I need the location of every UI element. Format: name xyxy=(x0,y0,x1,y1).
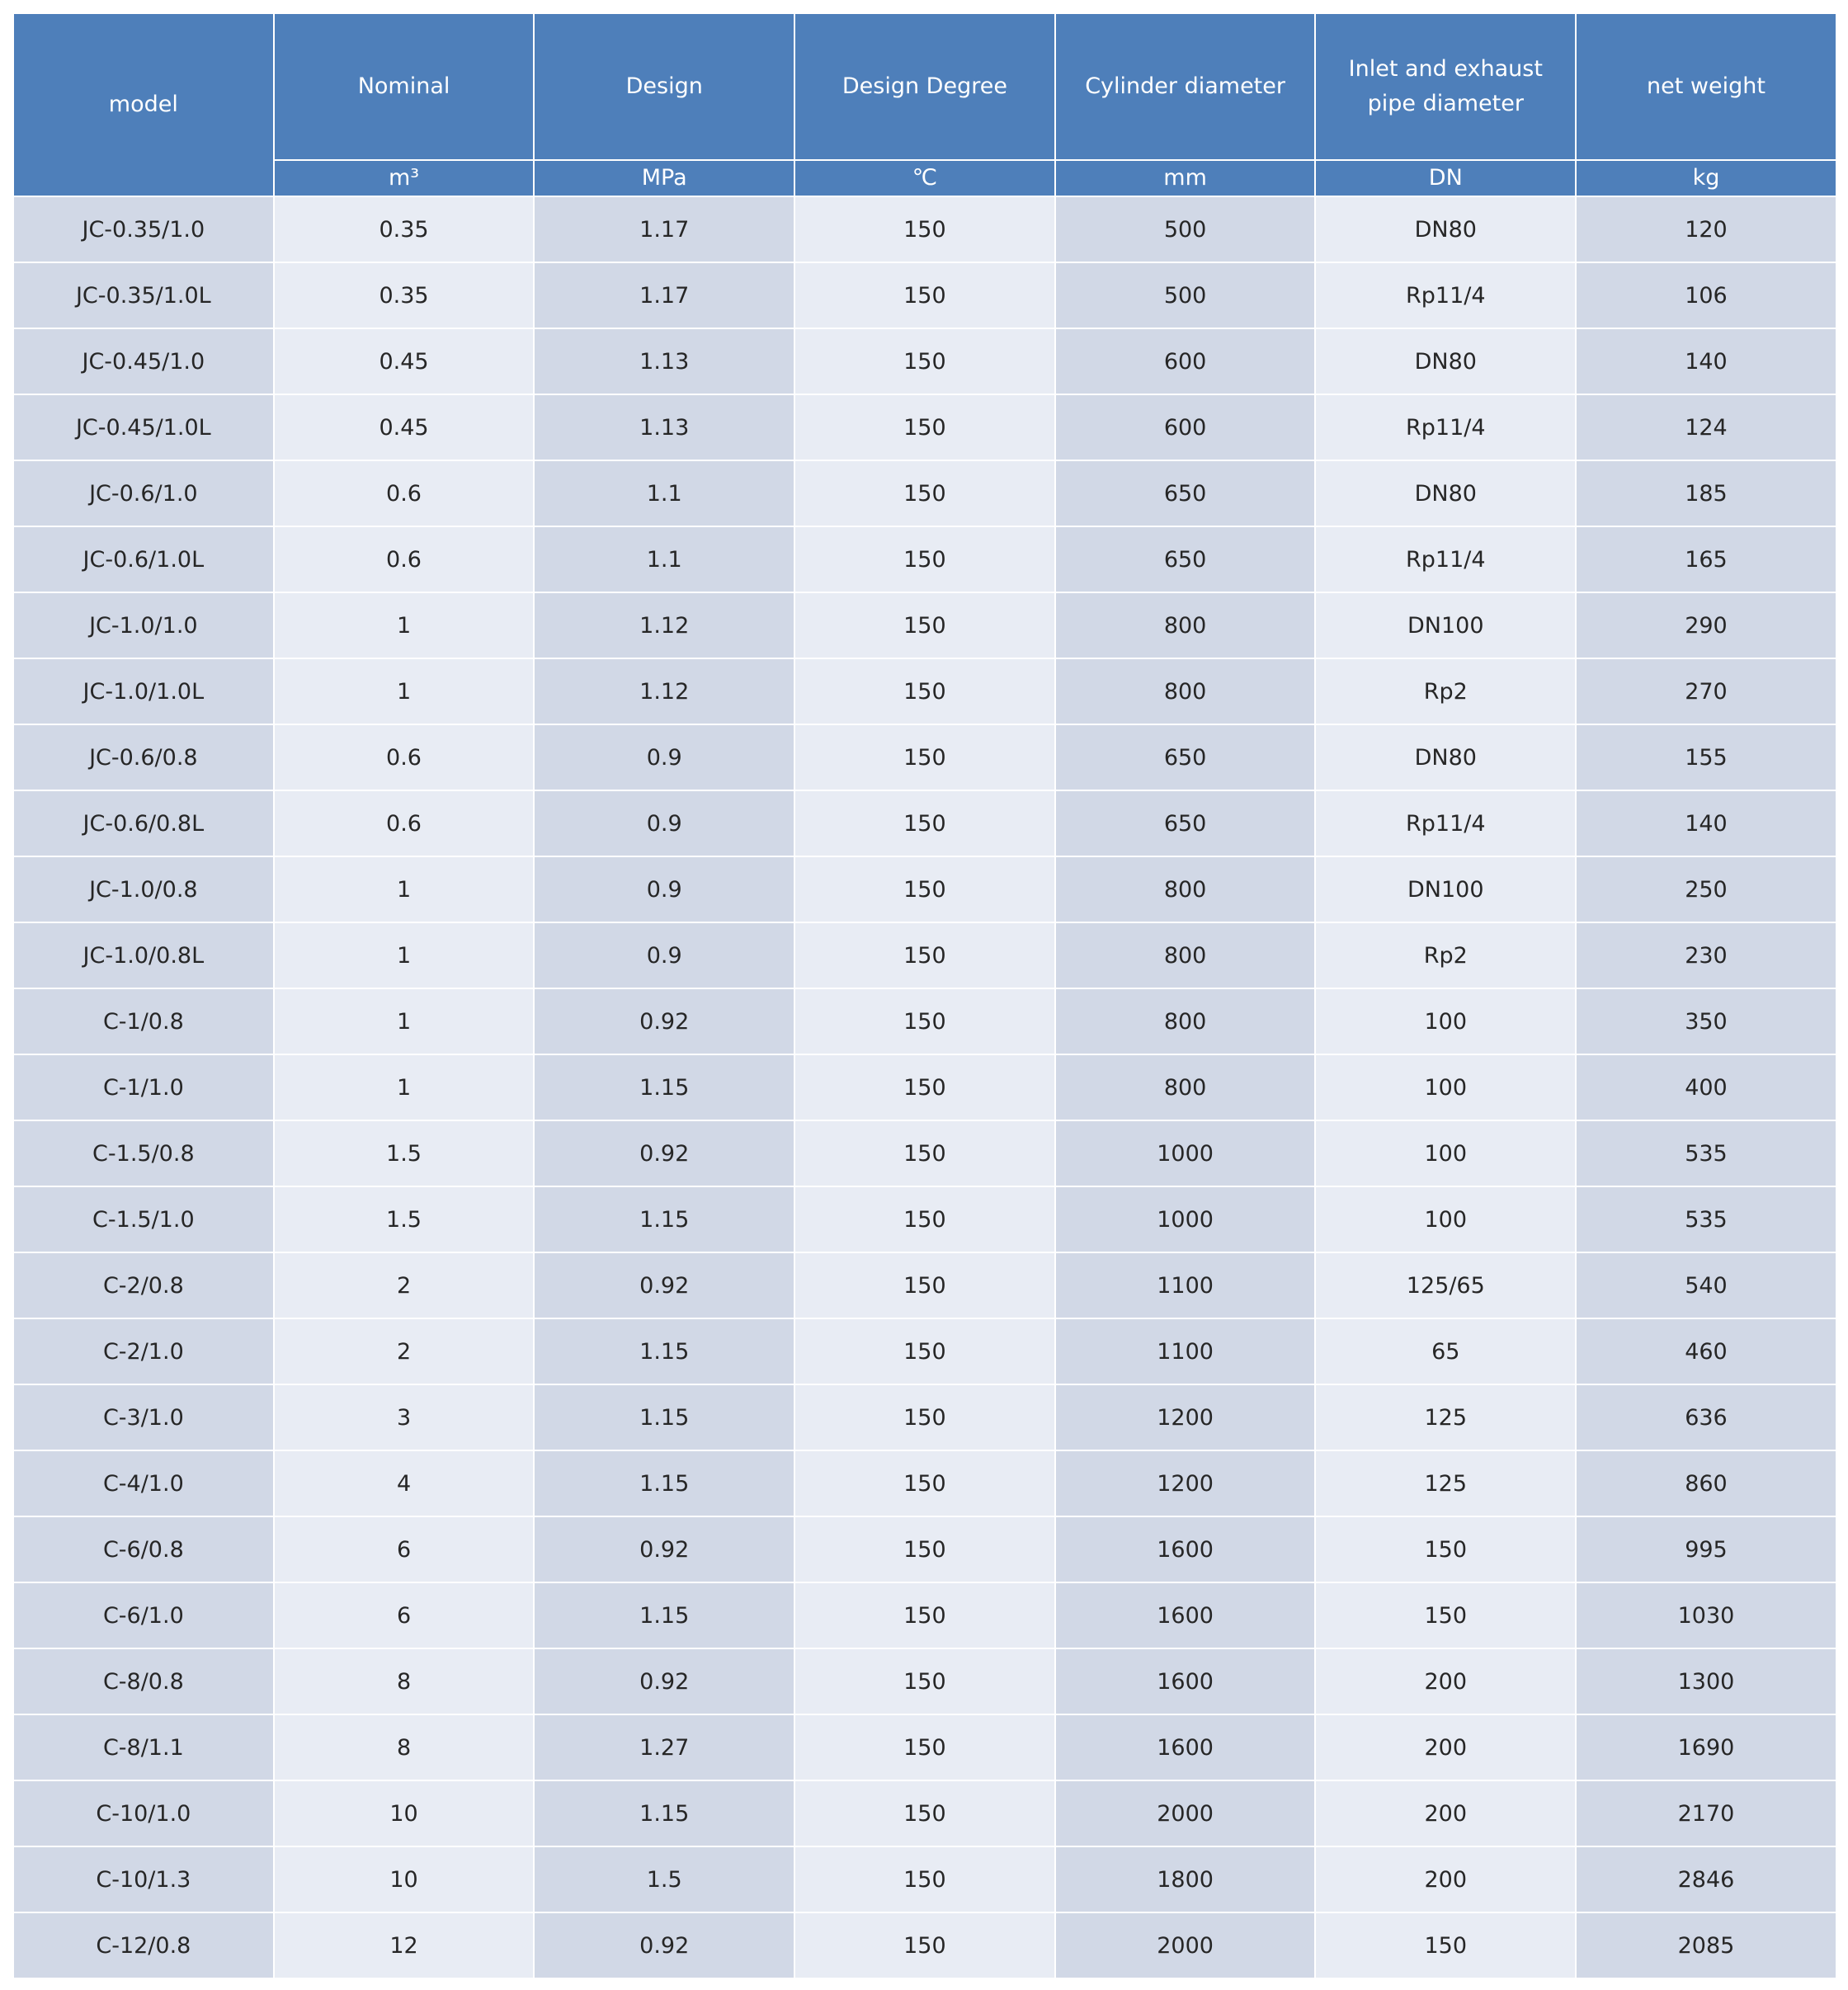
cell-design-degree: 150 xyxy=(794,592,1055,658)
cell-nominal: 1 xyxy=(274,856,535,922)
cell-model: JC-0.6/0.8L xyxy=(13,790,274,856)
table-row xyxy=(13,1516,1836,1582)
unit-pipe-diameter: DN xyxy=(1315,160,1576,196)
cell-design-degree: 150 xyxy=(794,1912,1055,1978)
cell-net-weight: 230 xyxy=(1576,922,1836,988)
table-row xyxy=(13,1120,1836,1186)
cell-cylinder-diameter: 600 xyxy=(1055,394,1316,460)
cell-design-degree: 150 xyxy=(794,658,1055,724)
cell-cylinder-diameter: 800 xyxy=(1055,856,1316,922)
cell-design-degree: 150 xyxy=(794,1516,1055,1582)
cell-net-weight: 400 xyxy=(1576,1054,1836,1120)
cell-net-weight: 2846 xyxy=(1576,1846,1836,1912)
table-row xyxy=(13,724,1836,790)
cell-pipe-diameter: 125/65 xyxy=(1315,1252,1576,1318)
cell-pipe-diameter: 125 xyxy=(1315,1384,1576,1450)
table-row xyxy=(13,460,1836,526)
cell-design-degree: 150 xyxy=(794,790,1055,856)
cell-design: 1.5 xyxy=(534,1846,794,1912)
cell-cylinder-diameter: 1200 xyxy=(1055,1384,1316,1450)
cell-nominal: 1 xyxy=(274,988,535,1054)
cell-nominal: 1 xyxy=(274,592,535,658)
table-row xyxy=(13,592,1836,658)
cell-pipe-diameter: Rp11/4 xyxy=(1315,394,1576,460)
cell-design: 0.92 xyxy=(534,1516,794,1582)
cell-nominal: 3 xyxy=(274,1384,535,1450)
cell-net-weight: 155 xyxy=(1576,724,1836,790)
cell-model: JC-0.45/1.0 xyxy=(13,328,274,394)
cell-cylinder-diameter: 500 xyxy=(1055,196,1316,262)
cell-design: 1.12 xyxy=(534,592,794,658)
cell-nominal: 10 xyxy=(274,1780,535,1846)
cell-net-weight: 120 xyxy=(1576,196,1836,262)
cell-pipe-diameter: 100 xyxy=(1315,988,1576,1054)
cell-design-degree: 150 xyxy=(794,328,1055,394)
cell-model: JC-0.35/1.0 xyxy=(13,196,274,262)
cell-pipe-diameter: 100 xyxy=(1315,1186,1576,1252)
cell-cylinder-diameter: 800 xyxy=(1055,922,1316,988)
cell-cylinder-diameter: 800 xyxy=(1055,592,1316,658)
unit-design-degree: ℃ xyxy=(794,160,1055,196)
cell-pipe-diameter: 125 xyxy=(1315,1450,1576,1516)
cell-design-degree: 150 xyxy=(794,1780,1055,1846)
cell-design-degree: 150 xyxy=(794,526,1055,592)
cell-model: C-10/1.0 xyxy=(13,1780,274,1846)
cell-nominal: 0.45 xyxy=(274,394,535,460)
cell-cylinder-diameter: 650 xyxy=(1055,526,1316,592)
cell-nominal: 0.6 xyxy=(274,790,535,856)
cell-design-degree: 150 xyxy=(794,1384,1055,1450)
cell-design-degree: 150 xyxy=(794,1714,1055,1780)
cell-model: JC-0.45/1.0L xyxy=(13,394,274,460)
cell-cylinder-diameter: 600 xyxy=(1055,328,1316,394)
cell-design: 0.92 xyxy=(534,1120,794,1186)
cell-cylinder-diameter: 1600 xyxy=(1055,1648,1316,1714)
table-header xyxy=(13,13,1836,196)
cell-design: 1.13 xyxy=(534,328,794,394)
cell-net-weight: 860 xyxy=(1576,1450,1836,1516)
cell-pipe-diameter: DN80 xyxy=(1315,724,1576,790)
cell-nominal: 1 xyxy=(274,922,535,988)
cell-model: JC-1.0/1.0 xyxy=(13,592,274,658)
cell-design-degree: 150 xyxy=(794,1318,1055,1384)
cell-net-weight: 250 xyxy=(1576,856,1836,922)
header-nominal: Nominal xyxy=(274,13,535,160)
cell-pipe-diameter: 150 xyxy=(1315,1912,1576,1978)
cell-model: C-8/1.1 xyxy=(13,1714,274,1780)
cell-design: 0.9 xyxy=(534,856,794,922)
cell-model: C-2/1.0 xyxy=(13,1318,274,1384)
cell-pipe-diameter: 150 xyxy=(1315,1516,1576,1582)
cell-cylinder-diameter: 650 xyxy=(1055,460,1316,526)
cell-net-weight: 2085 xyxy=(1576,1912,1836,1978)
cell-pipe-diameter: 150 xyxy=(1315,1582,1576,1648)
cell-pipe-diameter: DN80 xyxy=(1315,328,1576,394)
cell-design: 0.92 xyxy=(534,1648,794,1714)
cell-model: C-2/0.8 xyxy=(13,1252,274,1318)
cell-design-degree: 150 xyxy=(794,460,1055,526)
cell-design-degree: 150 xyxy=(794,262,1055,328)
table-body xyxy=(13,196,1836,1978)
cell-net-weight: 2170 xyxy=(1576,1780,1836,1846)
cell-model: C-3/1.0 xyxy=(13,1384,274,1450)
cell-nominal: 1.5 xyxy=(274,1120,535,1186)
cell-net-weight: 540 xyxy=(1576,1252,1836,1318)
cell-net-weight: 1030 xyxy=(1576,1582,1836,1648)
cell-model: C-1/0.8 xyxy=(13,988,274,1054)
cell-nominal: 2 xyxy=(274,1318,535,1384)
cell-design-degree: 150 xyxy=(794,988,1055,1054)
cell-design: 1.15 xyxy=(534,1450,794,1516)
cell-cylinder-diameter: 650 xyxy=(1055,724,1316,790)
cell-design-degree: 150 xyxy=(794,724,1055,790)
cell-nominal: 4 xyxy=(274,1450,535,1516)
cell-cylinder-diameter: 1600 xyxy=(1055,1516,1316,1582)
cell-nominal: 0.6 xyxy=(274,526,535,592)
table-row xyxy=(13,1648,1836,1714)
table-row xyxy=(13,922,1836,988)
cell-design: 1.12 xyxy=(534,658,794,724)
table-row xyxy=(13,856,1836,922)
cell-net-weight: 995 xyxy=(1576,1516,1836,1582)
header-cylinder-diameter: Cylinder diameter xyxy=(1055,13,1316,160)
cell-nominal: 8 xyxy=(274,1714,535,1780)
cell-nominal: 0.6 xyxy=(274,724,535,790)
cell-pipe-diameter: Rp11/4 xyxy=(1315,790,1576,856)
cell-design: 0.92 xyxy=(534,1252,794,1318)
cell-cylinder-diameter: 800 xyxy=(1055,1054,1316,1120)
cell-net-weight: 350 xyxy=(1576,988,1836,1054)
cell-design: 1.17 xyxy=(534,196,794,262)
cell-pipe-diameter: DN100 xyxy=(1315,592,1576,658)
cell-nominal: 1.5 xyxy=(274,1186,535,1252)
header-design-degree: Design Degree xyxy=(794,13,1055,160)
cell-pipe-diameter: Rp2 xyxy=(1315,658,1576,724)
cell-nominal: 1 xyxy=(274,1054,535,1120)
cell-design: 0.92 xyxy=(534,988,794,1054)
cell-design-degree: 150 xyxy=(794,394,1055,460)
cell-model: JC-0.6/1.0 xyxy=(13,460,274,526)
cell-net-weight: 535 xyxy=(1576,1186,1836,1252)
cell-net-weight: 106 xyxy=(1576,262,1836,328)
cell-pipe-diameter: 200 xyxy=(1315,1648,1576,1714)
cell-nominal: 2 xyxy=(274,1252,535,1318)
cell-pipe-diameter: DN80 xyxy=(1315,460,1576,526)
cell-model: C-6/0.8 xyxy=(13,1516,274,1582)
cell-design-degree: 150 xyxy=(794,1450,1055,1516)
header-row xyxy=(13,13,1836,160)
cell-pipe-diameter: Rp2 xyxy=(1315,922,1576,988)
cell-design-degree: 150 xyxy=(794,1054,1055,1120)
cell-design-degree: 150 xyxy=(794,196,1055,262)
table-row xyxy=(13,526,1836,592)
cell-nominal: 6 xyxy=(274,1516,535,1582)
cell-design: 1.15 xyxy=(534,1318,794,1384)
cell-cylinder-diameter: 2000 xyxy=(1055,1780,1316,1846)
cell-model: C-1.5/0.8 xyxy=(13,1120,274,1186)
cell-model: JC-1.0/0.8 xyxy=(13,856,274,922)
header-model: model xyxy=(13,13,274,196)
table-row xyxy=(13,1714,1836,1780)
cell-pipe-diameter: DN100 xyxy=(1315,856,1576,922)
cell-net-weight: 140 xyxy=(1576,328,1836,394)
table-row xyxy=(13,1186,1836,1252)
cell-design: 1.17 xyxy=(534,262,794,328)
cell-pipe-diameter: 65 xyxy=(1315,1318,1576,1384)
table-row xyxy=(13,262,1836,328)
cell-cylinder-diameter: 800 xyxy=(1055,988,1316,1054)
table-row xyxy=(13,328,1836,394)
cell-nominal: 12 xyxy=(274,1912,535,1978)
cell-model: C-1/1.0 xyxy=(13,1054,274,1120)
table-row xyxy=(13,1912,1836,1978)
cell-cylinder-diameter: 650 xyxy=(1055,790,1316,856)
table-row xyxy=(13,1318,1836,1384)
cell-pipe-diameter: 100 xyxy=(1315,1054,1576,1120)
table-row xyxy=(13,790,1836,856)
cell-design: 1.15 xyxy=(534,1054,794,1120)
cell-design: 1.1 xyxy=(534,460,794,526)
header-pipe-diameter: Inlet and exhaust pipe diameter xyxy=(1315,13,1576,160)
cell-net-weight: 1690 xyxy=(1576,1714,1836,1780)
table-row xyxy=(13,658,1836,724)
unit-net-weight: kg xyxy=(1576,160,1836,196)
cell-design: 1.15 xyxy=(534,1780,794,1846)
cell-design: 0.9 xyxy=(534,724,794,790)
cell-model: C-6/1.0 xyxy=(13,1582,274,1648)
table-row xyxy=(13,1450,1836,1516)
table-row xyxy=(13,1054,1836,1120)
cell-cylinder-diameter: 1800 xyxy=(1055,1846,1316,1912)
cell-model: JC-1.0/1.0L xyxy=(13,658,274,724)
cell-model: JC-1.0/0.8L xyxy=(13,922,274,988)
cell-cylinder-diameter: 1100 xyxy=(1055,1318,1316,1384)
cell-net-weight: 535 xyxy=(1576,1120,1836,1186)
cell-design: 1.27 xyxy=(534,1714,794,1780)
cell-cylinder-diameter: 1600 xyxy=(1055,1714,1316,1780)
cell-pipe-diameter: Rp11/4 xyxy=(1315,526,1576,592)
cell-design: 1.15 xyxy=(534,1384,794,1450)
table-row xyxy=(13,394,1836,460)
cell-design: 1.1 xyxy=(534,526,794,592)
cell-nominal: 0.35 xyxy=(274,196,535,262)
cell-design-degree: 150 xyxy=(794,856,1055,922)
cell-design-degree: 150 xyxy=(794,1186,1055,1252)
cell-model: C-1.5/1.0 xyxy=(13,1186,274,1252)
cell-pipe-diameter: 200 xyxy=(1315,1780,1576,1846)
cell-design: 1.15 xyxy=(534,1186,794,1252)
cell-model: C-10/1.3 xyxy=(13,1846,274,1912)
unit-design: MPa xyxy=(534,160,794,196)
unit-cylinder-diameter: mm xyxy=(1055,160,1316,196)
table-row xyxy=(13,196,1836,262)
cell-design-degree: 150 xyxy=(794,1846,1055,1912)
cell-nominal: 0.6 xyxy=(274,460,535,526)
cell-design-degree: 150 xyxy=(794,1120,1055,1186)
header-design: Design xyxy=(534,13,794,160)
cell-cylinder-diameter: 1000 xyxy=(1055,1186,1316,1252)
header-net-weight: net weight xyxy=(1576,13,1836,160)
cell-model: JC-0.6/0.8 xyxy=(13,724,274,790)
cell-pipe-diameter: DN80 xyxy=(1315,196,1576,262)
cell-model: C-12/0.8 xyxy=(13,1912,274,1978)
cell-net-weight: 1300 xyxy=(1576,1648,1836,1714)
cell-design: 1.15 xyxy=(534,1582,794,1648)
table-row xyxy=(13,1384,1836,1450)
cell-cylinder-diameter: 800 xyxy=(1055,658,1316,724)
table-row xyxy=(13,988,1836,1054)
cell-net-weight: 270 xyxy=(1576,658,1836,724)
cell-net-weight: 124 xyxy=(1576,394,1836,460)
cell-net-weight: 636 xyxy=(1576,1384,1836,1450)
cell-model: JC-0.6/1.0L xyxy=(13,526,274,592)
cell-net-weight: 165 xyxy=(1576,526,1836,592)
cell-design: 0.92 xyxy=(534,1912,794,1978)
cell-cylinder-diameter: 1200 xyxy=(1055,1450,1316,1516)
cell-nominal: 0.45 xyxy=(274,328,535,394)
table-row xyxy=(13,1780,1836,1846)
cell-nominal: 8 xyxy=(274,1648,535,1714)
cell-design-degree: 150 xyxy=(794,1252,1055,1318)
cell-net-weight: 460 xyxy=(1576,1318,1836,1384)
unit-nominal: m³ xyxy=(274,160,535,196)
cell-design: 1.13 xyxy=(534,394,794,460)
cell-pipe-diameter: 200 xyxy=(1315,1714,1576,1780)
cell-nominal: 1 xyxy=(274,658,535,724)
cell-model: JC-0.35/1.0L xyxy=(13,262,274,328)
cell-model: C-8/0.8 xyxy=(13,1648,274,1714)
cell-nominal: 10 xyxy=(274,1846,535,1912)
table-row xyxy=(13,1846,1836,1912)
cell-pipe-diameter: Rp11/4 xyxy=(1315,262,1576,328)
cell-net-weight: 140 xyxy=(1576,790,1836,856)
cell-net-weight: 185 xyxy=(1576,460,1836,526)
cell-model: C-4/1.0 xyxy=(13,1450,274,1516)
table-row xyxy=(13,1252,1836,1318)
unit-row xyxy=(13,160,1836,196)
cell-design: 0.9 xyxy=(534,922,794,988)
table-row xyxy=(13,1582,1836,1648)
spec-table xyxy=(12,12,1837,1979)
cell-cylinder-diameter: 1600 xyxy=(1055,1582,1316,1648)
cell-design: 0.9 xyxy=(534,790,794,856)
cell-pipe-diameter: 200 xyxy=(1315,1846,1576,1912)
cell-cylinder-diameter: 1100 xyxy=(1055,1252,1316,1318)
cell-nominal: 0.35 xyxy=(274,262,535,328)
cell-pipe-diameter: 100 xyxy=(1315,1120,1576,1186)
cell-design-degree: 150 xyxy=(794,1582,1055,1648)
cell-cylinder-diameter: 500 xyxy=(1055,262,1316,328)
cell-net-weight: 290 xyxy=(1576,592,1836,658)
cell-cylinder-diameter: 2000 xyxy=(1055,1912,1316,1978)
cell-design-degree: 150 xyxy=(794,1648,1055,1714)
cell-nominal: 6 xyxy=(274,1582,535,1648)
cell-design-degree: 150 xyxy=(794,922,1055,988)
cell-cylinder-diameter: 1000 xyxy=(1055,1120,1316,1186)
